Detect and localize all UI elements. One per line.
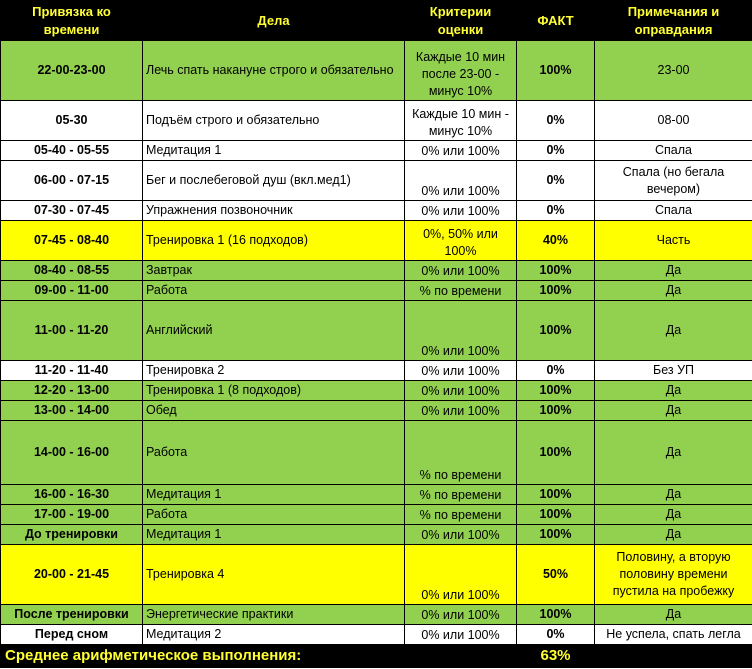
time-cell: 14-00 - 16-00 bbox=[1, 421, 143, 485]
header-time: Привязка ко времени bbox=[1, 1, 143, 41]
table-body bbox=[1, 41, 752, 645]
fact-cell: 100% bbox=[517, 525, 595, 545]
task-cell: Медитация 1 bbox=[143, 525, 405, 545]
fact-cell: 0% bbox=[517, 625, 595, 645]
table-row bbox=[1, 505, 752, 525]
fact-cell: 100% bbox=[517, 605, 595, 625]
footer-empty-cell bbox=[595, 645, 752, 668]
table-row bbox=[1, 281, 752, 301]
table-row bbox=[1, 525, 752, 545]
time-cell: 06-00 - 07-15 bbox=[1, 161, 143, 201]
criteria-cell: 0% или 100% bbox=[405, 625, 517, 645]
task-cell: Тренировка 1 (8 подходов) bbox=[143, 381, 405, 401]
criteria-cell: 0% или 100% bbox=[405, 161, 517, 201]
time-cell: 05-30 bbox=[1, 101, 143, 141]
time-cell: 22-00-23-00 bbox=[1, 41, 143, 101]
fact-cell: 100% bbox=[517, 281, 595, 301]
fact-cell: 40% bbox=[517, 221, 595, 261]
fact-cell: 50% bbox=[517, 545, 595, 605]
task-cell: Медитация 2 bbox=[143, 625, 405, 645]
criteria-cell: % по времени bbox=[405, 485, 517, 505]
note-cell: Спала (но бегала вечером) bbox=[595, 161, 752, 201]
fact-cell: 100% bbox=[517, 381, 595, 401]
criteria-cell: 0% или 100% bbox=[405, 201, 517, 221]
fact-cell: 100% bbox=[517, 505, 595, 525]
note-cell: Да bbox=[595, 401, 752, 421]
note-cell: Спала bbox=[595, 201, 752, 221]
time-cell: 16-00 - 16-30 bbox=[1, 485, 143, 505]
table-row bbox=[1, 101, 752, 141]
time-cell: 08-40 - 08-55 bbox=[1, 261, 143, 281]
time-cell: 12-20 - 13-00 bbox=[1, 381, 143, 401]
average-label: Среднее арифметическое выполнения: bbox=[1, 645, 517, 668]
header-task: Дела bbox=[143, 1, 405, 41]
fact-cell: 100% bbox=[517, 261, 595, 281]
task-cell: Медитация 1 bbox=[143, 141, 405, 161]
note-cell: Да bbox=[595, 381, 752, 401]
table-row bbox=[1, 141, 752, 161]
header-notes: Примечания и оправдания bbox=[595, 1, 752, 41]
fact-cell: 0% bbox=[517, 141, 595, 161]
criteria-cell: 0% или 100% bbox=[405, 525, 517, 545]
criteria-cell: 0% или 100% bbox=[405, 545, 517, 605]
task-cell: Тренировка 2 bbox=[143, 361, 405, 381]
table-row bbox=[1, 201, 752, 221]
table-row bbox=[1, 221, 752, 261]
fact-cell: 0% bbox=[517, 201, 595, 221]
table-footer bbox=[1, 645, 752, 668]
note-cell: 23-00 bbox=[595, 41, 752, 101]
fact-cell: 0% bbox=[517, 161, 595, 201]
table-row bbox=[1, 625, 752, 645]
table-row bbox=[1, 545, 752, 605]
time-cell: 17-00 - 19-00 bbox=[1, 505, 143, 525]
criteria-cell: % по времени bbox=[405, 421, 517, 485]
note-cell: Спала bbox=[595, 141, 752, 161]
time-cell: 20-00 - 21-45 bbox=[1, 545, 143, 605]
time-cell: 07-30 - 07-45 bbox=[1, 201, 143, 221]
task-cell: Подъём строго и обязательно bbox=[143, 101, 405, 141]
time-cell: 11-20 - 11-40 bbox=[1, 361, 143, 381]
fact-cell: 100% bbox=[517, 485, 595, 505]
table-header bbox=[1, 1, 752, 41]
time-cell: 05-40 - 05-55 bbox=[1, 141, 143, 161]
fact-cell: 100% bbox=[517, 401, 595, 421]
task-cell: Обед bbox=[143, 401, 405, 421]
note-cell: Да bbox=[595, 505, 752, 525]
task-cell: Лечь спать накануне строго и обязательно bbox=[143, 41, 405, 101]
task-cell: Работа bbox=[143, 281, 405, 301]
table-row bbox=[1, 605, 752, 625]
time-cell: 11-00 - 11-20 bbox=[1, 301, 143, 361]
task-cell: Энергетические практики bbox=[143, 605, 405, 625]
header-criteria: Критерии оценки bbox=[405, 1, 517, 41]
task-cell: Английский bbox=[143, 301, 405, 361]
note-cell: Часть bbox=[595, 221, 752, 261]
time-cell: После тренировки bbox=[1, 605, 143, 625]
task-cell: Работа bbox=[143, 421, 405, 485]
criteria-cell: 0% или 100% bbox=[405, 605, 517, 625]
table-row bbox=[1, 41, 752, 101]
criteria-cell: Каждые 10 мин - минус 10% bbox=[405, 101, 517, 141]
task-cell: Тренировка 1 (16 подходов) bbox=[143, 221, 405, 261]
time-cell: До тренировки bbox=[1, 525, 143, 545]
time-cell: 13-00 - 14-00 bbox=[1, 401, 143, 421]
table-row bbox=[1, 361, 752, 381]
time-cell: 07-45 - 08-40 bbox=[1, 221, 143, 261]
footer-row bbox=[1, 645, 752, 668]
task-cell: Завтрак bbox=[143, 261, 405, 281]
table-row bbox=[1, 421, 752, 485]
criteria-cell: 0%, 50% или 100% bbox=[405, 221, 517, 261]
table-row bbox=[1, 261, 752, 281]
fact-cell: 100% bbox=[517, 421, 595, 485]
fact-cell: 100% bbox=[517, 41, 595, 101]
note-cell: Половину, а вторую половину времени пустила на пробежку bbox=[595, 545, 752, 605]
fact-cell: 0% bbox=[517, 101, 595, 141]
criteria-cell: 0% или 100% bbox=[405, 261, 517, 281]
criteria-cell: % по времени bbox=[405, 505, 517, 525]
note-cell: Да bbox=[595, 421, 752, 485]
criteria-cell: Каждые 10 мин после 23-00 - минус 10% bbox=[405, 41, 517, 101]
table-row bbox=[1, 381, 752, 401]
task-cell: Работа bbox=[143, 505, 405, 525]
note-cell: Не успела, спать легла bbox=[595, 625, 752, 645]
table-row bbox=[1, 401, 752, 421]
task-cell: Медитация 1 bbox=[143, 485, 405, 505]
fact-cell: 0% bbox=[517, 361, 595, 381]
note-cell: 08-00 bbox=[595, 101, 752, 141]
note-cell: Да bbox=[595, 301, 752, 361]
header-row bbox=[1, 1, 752, 41]
task-cell: Бег и послебеговой душ (вкл.мед1) bbox=[143, 161, 405, 201]
criteria-cell: 0% или 100% bbox=[405, 141, 517, 161]
header-fact: ФАКТ bbox=[517, 1, 595, 41]
note-cell: Да bbox=[595, 525, 752, 545]
time-cell: Перед сном bbox=[1, 625, 143, 645]
task-cell: Тренировка 4 bbox=[143, 545, 405, 605]
criteria-cell: % по времени bbox=[405, 281, 517, 301]
note-cell: Да bbox=[595, 261, 752, 281]
table-row bbox=[1, 485, 752, 505]
note-cell: Да bbox=[595, 281, 752, 301]
time-cell: 09-00 - 11-00 bbox=[1, 281, 143, 301]
task-cell: Упражнения позвоночник bbox=[143, 201, 405, 221]
table-row bbox=[1, 301, 752, 361]
average-value: 63% bbox=[517, 645, 595, 668]
table-row bbox=[1, 161, 752, 201]
note-cell: Да bbox=[595, 605, 752, 625]
criteria-cell: 0% или 100% bbox=[405, 301, 517, 361]
criteria-cell: 0% или 100% bbox=[405, 381, 517, 401]
note-cell: Без УП bbox=[595, 361, 752, 381]
fact-cell: 100% bbox=[517, 301, 595, 361]
criteria-cell: 0% или 100% bbox=[405, 361, 517, 381]
note-cell: Да bbox=[595, 485, 752, 505]
criteria-cell: 0% или 100% bbox=[405, 401, 517, 421]
